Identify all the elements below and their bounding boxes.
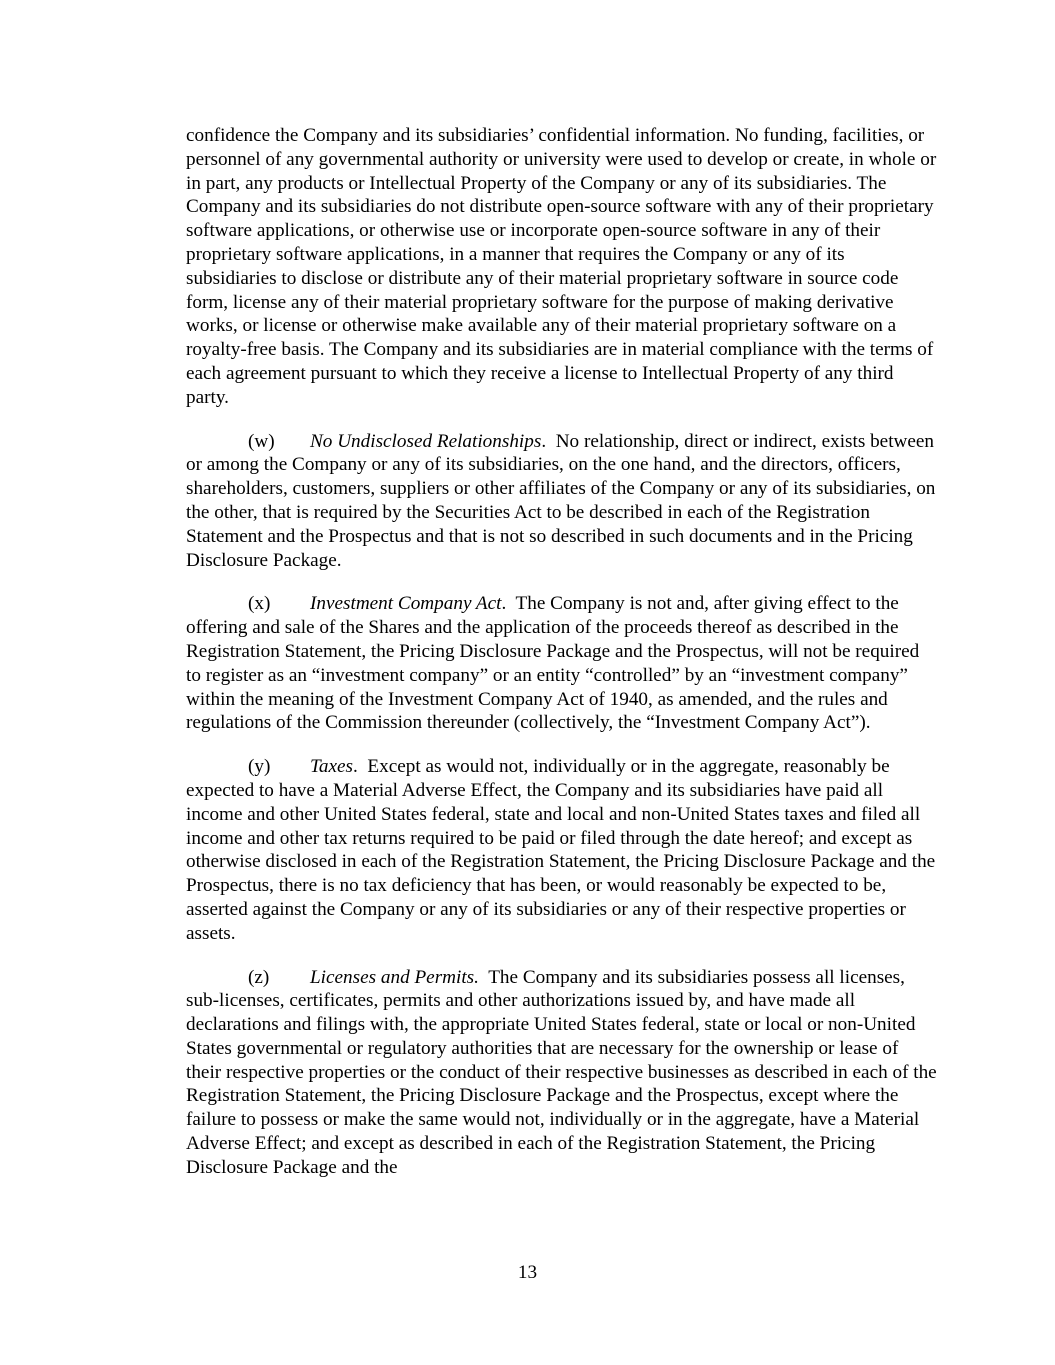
section-title: No Undisclosed Relationships xyxy=(310,430,542,452)
section-x xyxy=(186,592,938,735)
section-body: The Company is not and, after giving effect to the offering and sale of the Shares and the application of the proceeds thereof as described in the Registration Statement, the Pricing Disclosure Package and the Prospectus, will not be required to register as an “investment company” or an entity “controlled” by an “investment company” within the meaning of the Investment Company Act of 1940, as amended, and the rules and regulations of the Commission thereunder (collectively, the “Investment Company Act”). xyxy=(186,593,925,734)
section-title-punct: . xyxy=(541,430,547,452)
continuation-paragraph: confidence the Company and its subsidiaries’ confidential information. No funding, facilities, or personnel of any governmental authority or university were used to develop or create, in whole or in part, any products or Intellectual Property of the Company or any of its subsidiaries. The Company and its subsidiaries do not distribute open-source software with any of their proprietary software applications, or otherwise use or incorporate open-source software in any of their proprietary software applications, in a manner that requires the Company or any of its subsidiaries to disclose or distribute any of their material proprietary software in source code form, license any of their material proprietary software for the purpose of making derivative works, or license or otherwise make available any of their material proprietary software on a royalty-free basis. The Company and its subsidiaries are in material compliance with the terms of each agreement pursuant to which they receive a license to Intellectual Property of any third party. xyxy=(186,125,937,408)
section-label: (y) xyxy=(248,756,271,778)
section-label: (w) xyxy=(248,430,275,452)
section-y xyxy=(186,755,938,945)
section-body: The Company and its subsidiaries possess all licenses, sub-licenses, certificates, permits and other authorizations issued by, and have made all declarations and filings with, the appropriate United States federal, state or local or non-United States governmental or regulatory authorities that are necessary for the ownership or lease of their respective properties or the conduct of their respective businesses as described in each of the Registration Statement, the Pricing Disclosure Package and the Prospectus, except where the failure to possess or make the same would not, individually or in the aggregate, have a Material Adverse Effect; and except as described in each of the Registration Statement, the Pricing Disclosure Package and the xyxy=(186,966,942,1178)
document-body xyxy=(186,124,942,1200)
section-label: (x) xyxy=(248,593,271,615)
section-body: Except as would not, individually or in the aggregate, reasonably be expected to have a Material Adverse Effect, the Company and its subsidiaries have paid all income and other United States federal, state and local and non-United States taxes and filed all income and other tax returns required to be paid or filed through the date hereof; and except as otherwise disclosed in each of the Registration Statement, the Pricing Disclosure Package and the Prospectus, there is no tax deficiency that has been, or would reasonably be expected to be, asserted against the Company or any of its subsidiaries or any of their respective properties or assets. xyxy=(186,756,940,944)
page-number: 13 xyxy=(517,1262,538,1283)
section-z xyxy=(186,966,942,1180)
section-title: Licenses and Permits. xyxy=(310,966,479,988)
section-title: Taxes xyxy=(310,756,354,778)
section-body: No relationship, direct or indirect, exists between or among the Company or any of its subsidiaries, on the one hand, and the directors, officers, shareholders, customers, suppliers or other affiliates of the Company or any of its subsidiaries, on the other, that is required by the Securities Act to be described in each of the Registration Statement and the Prospectus and that is not so described in such documents and in the Pricing Disclosure Package. xyxy=(186,430,941,571)
section-title-punct: . xyxy=(353,756,358,778)
section-title: Investment Company Act xyxy=(310,593,502,615)
section-w xyxy=(186,430,941,573)
section-title-punct: . xyxy=(501,593,507,615)
section-label: (z) xyxy=(248,966,270,988)
